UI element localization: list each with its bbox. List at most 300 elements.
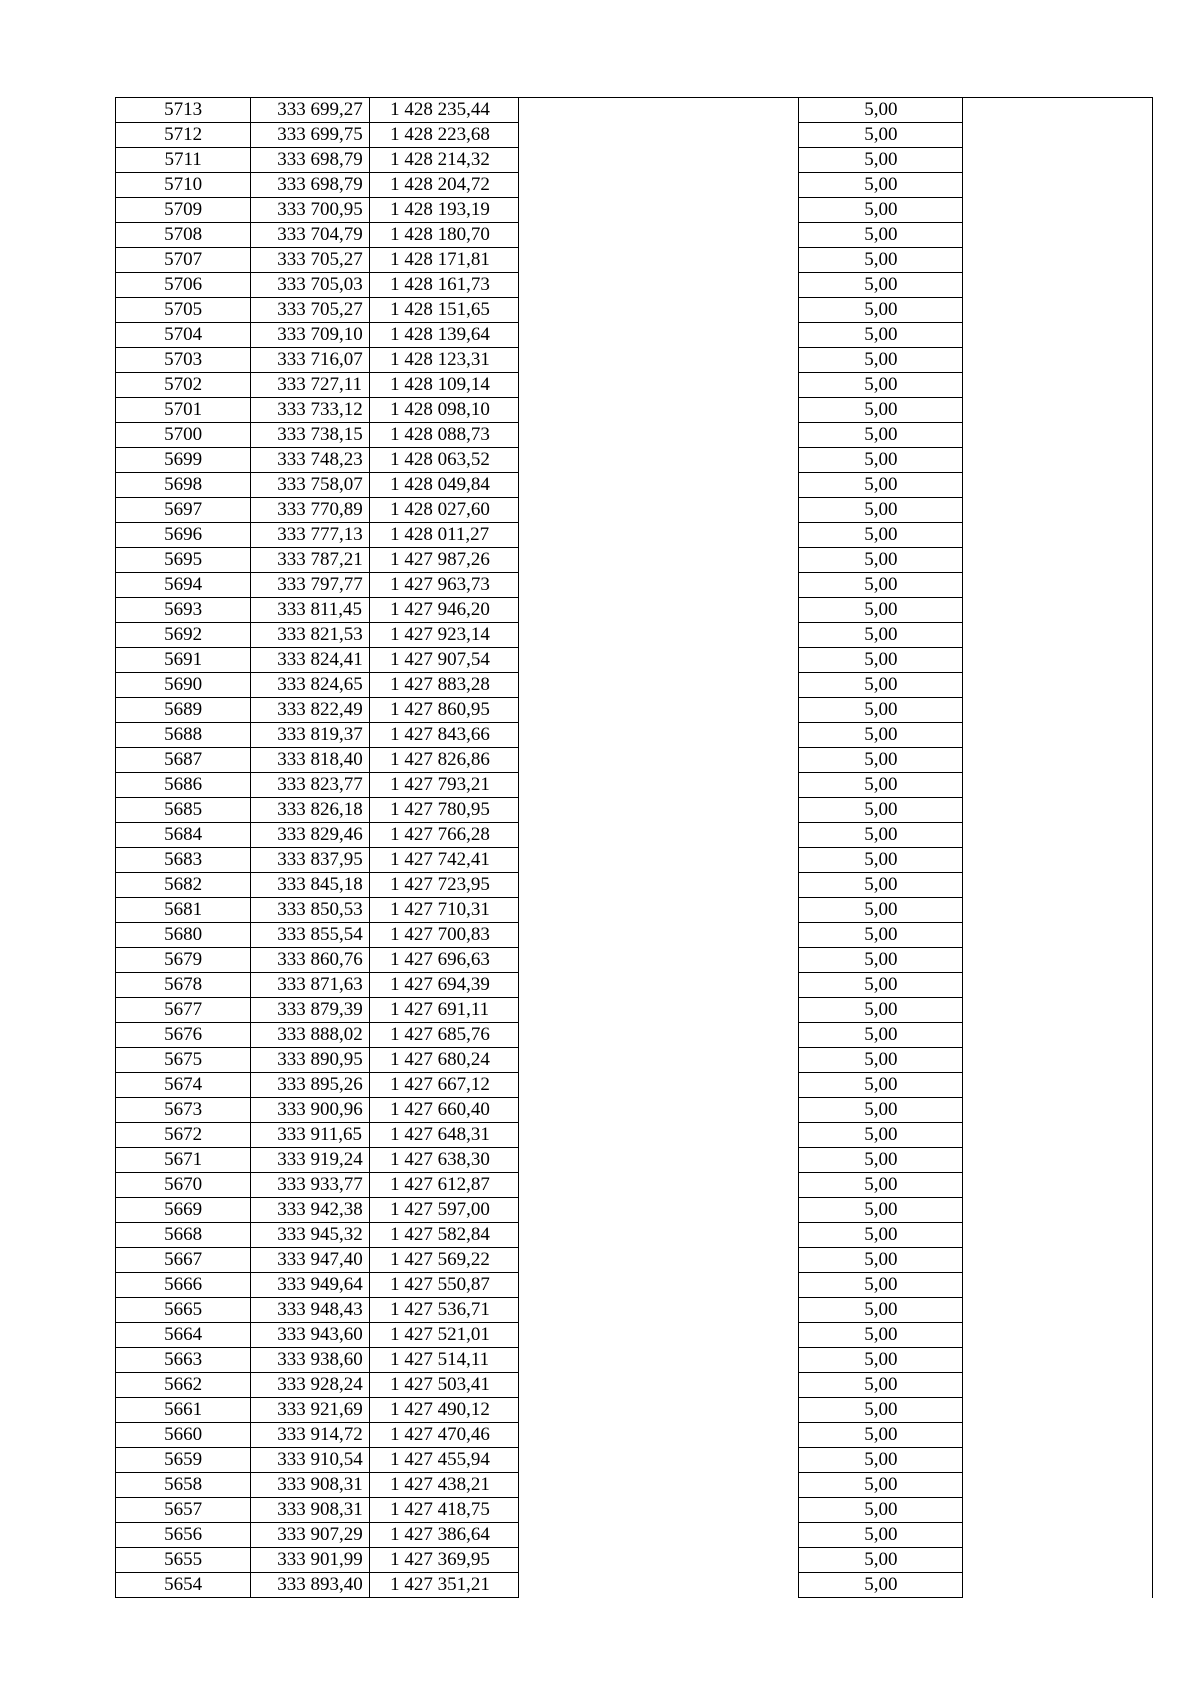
x-coordinate-cell: 333 748,23 xyxy=(251,448,370,473)
blank-cell xyxy=(963,798,1153,823)
x-coordinate-cell: 333 914,72 xyxy=(251,1423,370,1448)
blank-cell xyxy=(963,423,1153,448)
accuracy-cell: 5,00 xyxy=(799,523,963,548)
point-number-cell: 5707 xyxy=(116,248,251,273)
accuracy-cell: 5,00 xyxy=(799,948,963,973)
accuracy-cell: 5,00 xyxy=(799,173,963,198)
point-number-cell: 5685 xyxy=(116,798,251,823)
point-number-cell: 5689 xyxy=(116,698,251,723)
accuracy-cell: 5,00 xyxy=(799,448,963,473)
blank-cell xyxy=(518,673,799,698)
y-coordinate-cell: 1 427 694,39 xyxy=(370,973,519,998)
point-number-cell: 5684 xyxy=(116,823,251,848)
point-number-cell: 5688 xyxy=(116,723,251,748)
accuracy-cell: 5,00 xyxy=(799,148,963,173)
blank-cell xyxy=(518,173,799,198)
point-number-cell: 5692 xyxy=(116,623,251,648)
table-row xyxy=(116,998,1153,1023)
blank-cell xyxy=(518,748,799,773)
table-row xyxy=(116,98,1153,123)
x-coordinate-cell: 333 738,15 xyxy=(251,423,370,448)
table-row xyxy=(116,1223,1153,1248)
table-row xyxy=(116,1098,1153,1123)
accuracy-cell: 5,00 xyxy=(799,1348,963,1373)
blank-cell xyxy=(963,1398,1153,1423)
y-coordinate-cell: 1 427 369,95 xyxy=(370,1548,519,1573)
blank-cell xyxy=(518,1148,799,1173)
y-coordinate-cell: 1 427 438,21 xyxy=(370,1473,519,1498)
accuracy-cell: 5,00 xyxy=(799,1298,963,1323)
table-row xyxy=(116,848,1153,873)
table-row xyxy=(116,1198,1153,1223)
table-row xyxy=(116,248,1153,273)
accuracy-cell: 5,00 xyxy=(799,823,963,848)
x-coordinate-cell: 333 733,12 xyxy=(251,398,370,423)
accuracy-cell: 5,00 xyxy=(799,623,963,648)
x-coordinate-cell: 333 837,95 xyxy=(251,848,370,873)
x-coordinate-cell: 333 824,41 xyxy=(251,648,370,673)
point-number-cell: 5687 xyxy=(116,748,251,773)
blank-cell xyxy=(518,773,799,798)
point-number-cell: 5667 xyxy=(116,1248,251,1273)
blank-cell xyxy=(963,748,1153,773)
blank-cell xyxy=(963,948,1153,973)
x-coordinate-cell: 333 705,27 xyxy=(251,248,370,273)
point-number-cell: 5698 xyxy=(116,473,251,498)
table-row xyxy=(116,373,1153,398)
blank-cell xyxy=(963,1098,1153,1123)
accuracy-cell: 5,00 xyxy=(799,573,963,598)
blank-cell xyxy=(518,698,799,723)
blank-cell xyxy=(518,898,799,923)
table-row xyxy=(116,1348,1153,1373)
y-coordinate-cell: 1 427 883,28 xyxy=(370,673,519,698)
y-coordinate-cell: 1 428 063,52 xyxy=(370,448,519,473)
blank-cell xyxy=(963,523,1153,548)
accuracy-cell: 5,00 xyxy=(799,973,963,998)
blank-cell xyxy=(518,498,799,523)
y-coordinate-cell: 1 427 946,20 xyxy=(370,598,519,623)
y-coordinate-cell: 1 428 161,73 xyxy=(370,273,519,298)
table-row xyxy=(116,473,1153,498)
blank-cell xyxy=(518,1398,799,1423)
blank-cell xyxy=(518,1348,799,1373)
x-coordinate-cell: 333 893,40 xyxy=(251,1573,370,1598)
accuracy-cell: 5,00 xyxy=(799,998,963,1023)
y-coordinate-cell: 1 427 826,86 xyxy=(370,748,519,773)
y-coordinate-cell: 1 428 049,84 xyxy=(370,473,519,498)
point-number-cell: 5703 xyxy=(116,348,251,373)
table-row xyxy=(116,223,1153,248)
table-row xyxy=(116,898,1153,923)
table-row xyxy=(116,448,1153,473)
point-number-cell: 5661 xyxy=(116,1398,251,1423)
y-coordinate-cell: 1 427 700,83 xyxy=(370,923,519,948)
accuracy-cell: 5,00 xyxy=(799,748,963,773)
blank-cell xyxy=(518,423,799,448)
table-row xyxy=(116,1073,1153,1098)
blank-cell xyxy=(518,998,799,1023)
blank-cell xyxy=(518,298,799,323)
y-coordinate-cell: 1 427 638,30 xyxy=(370,1148,519,1173)
blank-cell xyxy=(518,148,799,173)
blank-cell xyxy=(518,848,799,873)
table-row xyxy=(116,1498,1153,1523)
x-coordinate-cell: 333 850,53 xyxy=(251,898,370,923)
point-number-cell: 5701 xyxy=(116,398,251,423)
coordinates-table-body xyxy=(116,98,1153,1598)
blank-cell xyxy=(518,398,799,423)
y-coordinate-cell: 1 427 907,54 xyxy=(370,648,519,673)
table-row xyxy=(116,1298,1153,1323)
x-coordinate-cell: 333 845,18 xyxy=(251,873,370,898)
accuracy-cell: 5,00 xyxy=(799,298,963,323)
accuracy-cell: 5,00 xyxy=(799,423,963,448)
y-coordinate-cell: 1 428 139,64 xyxy=(370,323,519,348)
x-coordinate-cell: 333 818,40 xyxy=(251,748,370,773)
point-number-cell: 5664 xyxy=(116,1323,251,1348)
blank-cell xyxy=(963,273,1153,298)
y-coordinate-cell: 1 427 536,71 xyxy=(370,1298,519,1323)
table-row xyxy=(116,1373,1153,1398)
blank-cell xyxy=(518,123,799,148)
blank-cell xyxy=(518,873,799,898)
x-coordinate-cell: 333 945,32 xyxy=(251,1223,370,1248)
table-row xyxy=(116,1148,1153,1173)
x-coordinate-cell: 333 758,07 xyxy=(251,473,370,498)
point-number-cell: 5708 xyxy=(116,223,251,248)
y-coordinate-cell: 1 427 667,12 xyxy=(370,1073,519,1098)
table-row xyxy=(116,1573,1153,1598)
table-row xyxy=(116,198,1153,223)
table-row xyxy=(116,1473,1153,1498)
accuracy-cell: 5,00 xyxy=(799,273,963,298)
y-coordinate-cell: 1 427 923,14 xyxy=(370,623,519,648)
table-row xyxy=(116,823,1153,848)
point-number-cell: 5713 xyxy=(116,98,251,123)
accuracy-cell: 5,00 xyxy=(799,198,963,223)
y-coordinate-cell: 1 427 521,01 xyxy=(370,1323,519,1348)
y-coordinate-cell: 1 427 780,95 xyxy=(370,798,519,823)
blank-cell xyxy=(963,1198,1153,1223)
x-coordinate-cell: 333 928,24 xyxy=(251,1373,370,1398)
blank-cell xyxy=(518,548,799,573)
blank-cell xyxy=(963,848,1153,873)
table-row xyxy=(116,723,1153,748)
point-number-cell: 5710 xyxy=(116,173,251,198)
y-coordinate-cell: 1 428 088,73 xyxy=(370,423,519,448)
blank-cell xyxy=(963,1423,1153,1448)
table-row xyxy=(116,123,1153,148)
table-row xyxy=(116,1423,1153,1448)
blank-cell xyxy=(518,1048,799,1073)
blank-cell xyxy=(963,1048,1153,1073)
blank-cell xyxy=(518,523,799,548)
point-number-cell: 5679 xyxy=(116,948,251,973)
point-number-cell: 5682 xyxy=(116,873,251,898)
x-coordinate-cell: 333 777,13 xyxy=(251,523,370,548)
x-coordinate-cell: 333 907,29 xyxy=(251,1523,370,1548)
x-coordinate-cell: 333 879,39 xyxy=(251,998,370,1023)
blank-cell xyxy=(963,1448,1153,1473)
accuracy-cell: 5,00 xyxy=(799,1373,963,1398)
accuracy-cell: 5,00 xyxy=(799,1273,963,1298)
x-coordinate-cell: 333 709,10 xyxy=(251,323,370,348)
y-coordinate-cell: 1 427 793,21 xyxy=(370,773,519,798)
table-row xyxy=(116,1173,1153,1198)
blank-cell xyxy=(963,1223,1153,1248)
blank-cell xyxy=(518,1073,799,1098)
table-row xyxy=(116,948,1153,973)
x-coordinate-cell: 333 819,37 xyxy=(251,723,370,748)
x-coordinate-cell: 333 705,27 xyxy=(251,298,370,323)
point-number-cell: 5672 xyxy=(116,1123,251,1148)
blank-cell xyxy=(518,1523,799,1548)
blank-cell xyxy=(963,248,1153,273)
accuracy-cell: 5,00 xyxy=(799,1448,963,1473)
y-coordinate-cell: 1 428 098,10 xyxy=(370,398,519,423)
y-coordinate-cell: 1 427 612,87 xyxy=(370,1173,519,1198)
x-coordinate-cell: 333 716,07 xyxy=(251,348,370,373)
x-coordinate-cell: 333 908,31 xyxy=(251,1473,370,1498)
accuracy-cell: 5,00 xyxy=(799,223,963,248)
blank-cell xyxy=(518,1173,799,1198)
accuracy-cell: 5,00 xyxy=(799,1523,963,1548)
blank-cell xyxy=(963,573,1153,598)
point-number-cell: 5655 xyxy=(116,1548,251,1573)
table-row xyxy=(116,1048,1153,1073)
blank-cell xyxy=(963,1498,1153,1523)
table-row xyxy=(116,573,1153,598)
blank-cell xyxy=(518,948,799,973)
blank-cell xyxy=(518,1573,799,1598)
y-coordinate-cell: 1 427 470,46 xyxy=(370,1423,519,1448)
point-number-cell: 5699 xyxy=(116,448,251,473)
table-row xyxy=(116,973,1153,998)
blank-cell xyxy=(518,1248,799,1273)
blank-cell xyxy=(963,1573,1153,1598)
point-number-cell: 5694 xyxy=(116,573,251,598)
blank-cell xyxy=(963,623,1153,648)
blank-cell xyxy=(963,998,1153,1023)
blank-cell xyxy=(963,298,1153,323)
blank-cell xyxy=(518,573,799,598)
point-number-cell: 5683 xyxy=(116,848,251,873)
table-row xyxy=(116,398,1153,423)
point-number-cell: 5690 xyxy=(116,673,251,698)
y-coordinate-cell: 1 427 685,76 xyxy=(370,1023,519,1048)
point-number-cell: 5700 xyxy=(116,423,251,448)
table-row xyxy=(116,773,1153,798)
table-row xyxy=(116,548,1153,573)
point-number-cell: 5705 xyxy=(116,298,251,323)
blank-cell xyxy=(518,98,799,123)
blank-cell xyxy=(518,1373,799,1398)
table-row xyxy=(116,748,1153,773)
x-coordinate-cell: 333 829,46 xyxy=(251,823,370,848)
y-coordinate-cell: 1 427 418,75 xyxy=(370,1498,519,1523)
accuracy-cell: 5,00 xyxy=(799,498,963,523)
blank-cell xyxy=(518,1423,799,1448)
accuracy-cell: 5,00 xyxy=(799,398,963,423)
blank-cell xyxy=(963,1173,1153,1198)
y-coordinate-cell: 1 428 011,27 xyxy=(370,523,519,548)
accuracy-cell: 5,00 xyxy=(799,473,963,498)
blank-cell xyxy=(963,648,1153,673)
point-number-cell: 5674 xyxy=(116,1073,251,1098)
coordinates-table xyxy=(115,97,1153,1598)
blank-cell xyxy=(963,548,1153,573)
point-number-cell: 5691 xyxy=(116,648,251,673)
blank-cell xyxy=(518,223,799,248)
x-coordinate-cell: 333 700,95 xyxy=(251,198,370,223)
x-coordinate-cell: 333 699,75 xyxy=(251,123,370,148)
accuracy-cell: 5,00 xyxy=(799,548,963,573)
x-coordinate-cell: 333 911,65 xyxy=(251,1123,370,1148)
blank-cell xyxy=(963,1323,1153,1348)
table-row xyxy=(116,698,1153,723)
x-coordinate-cell: 333 698,79 xyxy=(251,148,370,173)
x-coordinate-cell: 333 910,54 xyxy=(251,1448,370,1473)
blank-cell xyxy=(518,1098,799,1123)
y-coordinate-cell: 1 427 691,11 xyxy=(370,998,519,1023)
blank-cell xyxy=(518,598,799,623)
point-number-cell: 5656 xyxy=(116,1523,251,1548)
accuracy-cell: 5,00 xyxy=(799,1123,963,1148)
table-row xyxy=(116,323,1153,348)
point-number-cell: 5666 xyxy=(116,1273,251,1298)
y-coordinate-cell: 1 428 223,68 xyxy=(370,123,519,148)
table-row xyxy=(116,423,1153,448)
point-number-cell: 5697 xyxy=(116,498,251,523)
blank-cell xyxy=(963,673,1153,698)
blank-cell xyxy=(518,923,799,948)
blank-cell xyxy=(518,1323,799,1348)
blank-cell xyxy=(518,373,799,398)
blank-cell xyxy=(963,198,1153,223)
blank-cell xyxy=(963,1548,1153,1573)
x-coordinate-cell: 333 727,11 xyxy=(251,373,370,398)
y-coordinate-cell: 1 427 582,84 xyxy=(370,1223,519,1248)
point-number-cell: 5706 xyxy=(116,273,251,298)
blank-cell xyxy=(518,1123,799,1148)
point-number-cell: 5670 xyxy=(116,1173,251,1198)
blank-cell xyxy=(518,348,799,373)
point-number-cell: 5709 xyxy=(116,198,251,223)
point-number-cell: 5712 xyxy=(116,123,251,148)
table-row xyxy=(116,1548,1153,1573)
x-coordinate-cell: 333 699,27 xyxy=(251,98,370,123)
x-coordinate-cell: 333 797,77 xyxy=(251,573,370,598)
blank-cell xyxy=(963,1148,1153,1173)
accuracy-cell: 5,00 xyxy=(799,773,963,798)
y-coordinate-cell: 1 427 455,94 xyxy=(370,1448,519,1473)
y-coordinate-cell: 1 428 027,60 xyxy=(370,498,519,523)
x-coordinate-cell: 333 823,77 xyxy=(251,773,370,798)
y-coordinate-cell: 1 427 680,24 xyxy=(370,1048,519,1073)
x-coordinate-cell: 333 821,53 xyxy=(251,623,370,648)
x-coordinate-cell: 333 942,38 xyxy=(251,1198,370,1223)
x-coordinate-cell: 333 901,99 xyxy=(251,1548,370,1573)
table-row xyxy=(116,148,1153,173)
blank-cell xyxy=(963,1073,1153,1098)
y-coordinate-cell: 1 427 742,41 xyxy=(370,848,519,873)
accuracy-cell: 5,00 xyxy=(799,1048,963,1073)
blank-cell xyxy=(963,1348,1153,1373)
accuracy-cell: 5,00 xyxy=(799,1423,963,1448)
accuracy-cell: 5,00 xyxy=(799,1323,963,1348)
y-coordinate-cell: 1 427 710,31 xyxy=(370,898,519,923)
table-row xyxy=(116,598,1153,623)
accuracy-cell: 5,00 xyxy=(799,1173,963,1198)
blank-cell xyxy=(518,1273,799,1298)
y-coordinate-cell: 1 428 180,70 xyxy=(370,223,519,248)
y-coordinate-cell: 1 427 514,11 xyxy=(370,1348,519,1373)
point-number-cell: 5711 xyxy=(116,148,251,173)
table-row xyxy=(116,1023,1153,1048)
accuracy-cell: 5,00 xyxy=(799,373,963,398)
blank-cell xyxy=(518,798,799,823)
y-coordinate-cell: 1 427 696,63 xyxy=(370,948,519,973)
x-coordinate-cell: 333 943,60 xyxy=(251,1323,370,1348)
accuracy-cell: 5,00 xyxy=(799,1548,963,1573)
blank-cell xyxy=(963,348,1153,373)
point-number-cell: 5659 xyxy=(116,1448,251,1473)
blank-cell xyxy=(518,1023,799,1048)
x-coordinate-cell: 333 947,40 xyxy=(251,1248,370,1273)
table-row xyxy=(116,1123,1153,1148)
table-row xyxy=(116,648,1153,673)
y-coordinate-cell: 1 427 597,00 xyxy=(370,1198,519,1223)
y-coordinate-cell: 1 428 109,14 xyxy=(370,373,519,398)
y-coordinate-cell: 1 428 171,81 xyxy=(370,248,519,273)
accuracy-cell: 5,00 xyxy=(799,323,963,348)
blank-cell xyxy=(518,623,799,648)
point-number-cell: 5665 xyxy=(116,1298,251,1323)
point-number-cell: 5686 xyxy=(116,773,251,798)
point-number-cell: 5695 xyxy=(116,548,251,573)
x-coordinate-cell: 333 770,89 xyxy=(251,498,370,523)
blank-cell xyxy=(963,873,1153,898)
accuracy-cell: 5,00 xyxy=(799,1498,963,1523)
blank-cell xyxy=(518,1548,799,1573)
y-coordinate-cell: 1 428 123,31 xyxy=(370,348,519,373)
point-number-cell: 5657 xyxy=(116,1498,251,1523)
blank-cell xyxy=(518,473,799,498)
blank-cell xyxy=(963,1373,1153,1398)
accuracy-cell: 5,00 xyxy=(799,123,963,148)
point-number-cell: 5658 xyxy=(116,1473,251,1498)
table-row xyxy=(116,523,1153,548)
x-coordinate-cell: 333 698,79 xyxy=(251,173,370,198)
table-row xyxy=(116,1448,1153,1473)
blank-cell xyxy=(963,1473,1153,1498)
table-row xyxy=(116,498,1153,523)
y-coordinate-cell: 1 427 987,26 xyxy=(370,548,519,573)
y-coordinate-cell: 1 427 550,87 xyxy=(370,1273,519,1298)
accuracy-cell: 5,00 xyxy=(799,1248,963,1273)
point-number-cell: 5696 xyxy=(116,523,251,548)
accuracy-cell: 5,00 xyxy=(799,648,963,673)
blank-cell xyxy=(518,1223,799,1248)
x-coordinate-cell: 333 826,18 xyxy=(251,798,370,823)
y-coordinate-cell: 1 427 351,21 xyxy=(370,1573,519,1598)
table-row xyxy=(116,1248,1153,1273)
y-coordinate-cell: 1 428 193,19 xyxy=(370,198,519,223)
accuracy-cell: 5,00 xyxy=(799,798,963,823)
blank-cell xyxy=(963,398,1153,423)
y-coordinate-cell: 1 427 766,28 xyxy=(370,823,519,848)
